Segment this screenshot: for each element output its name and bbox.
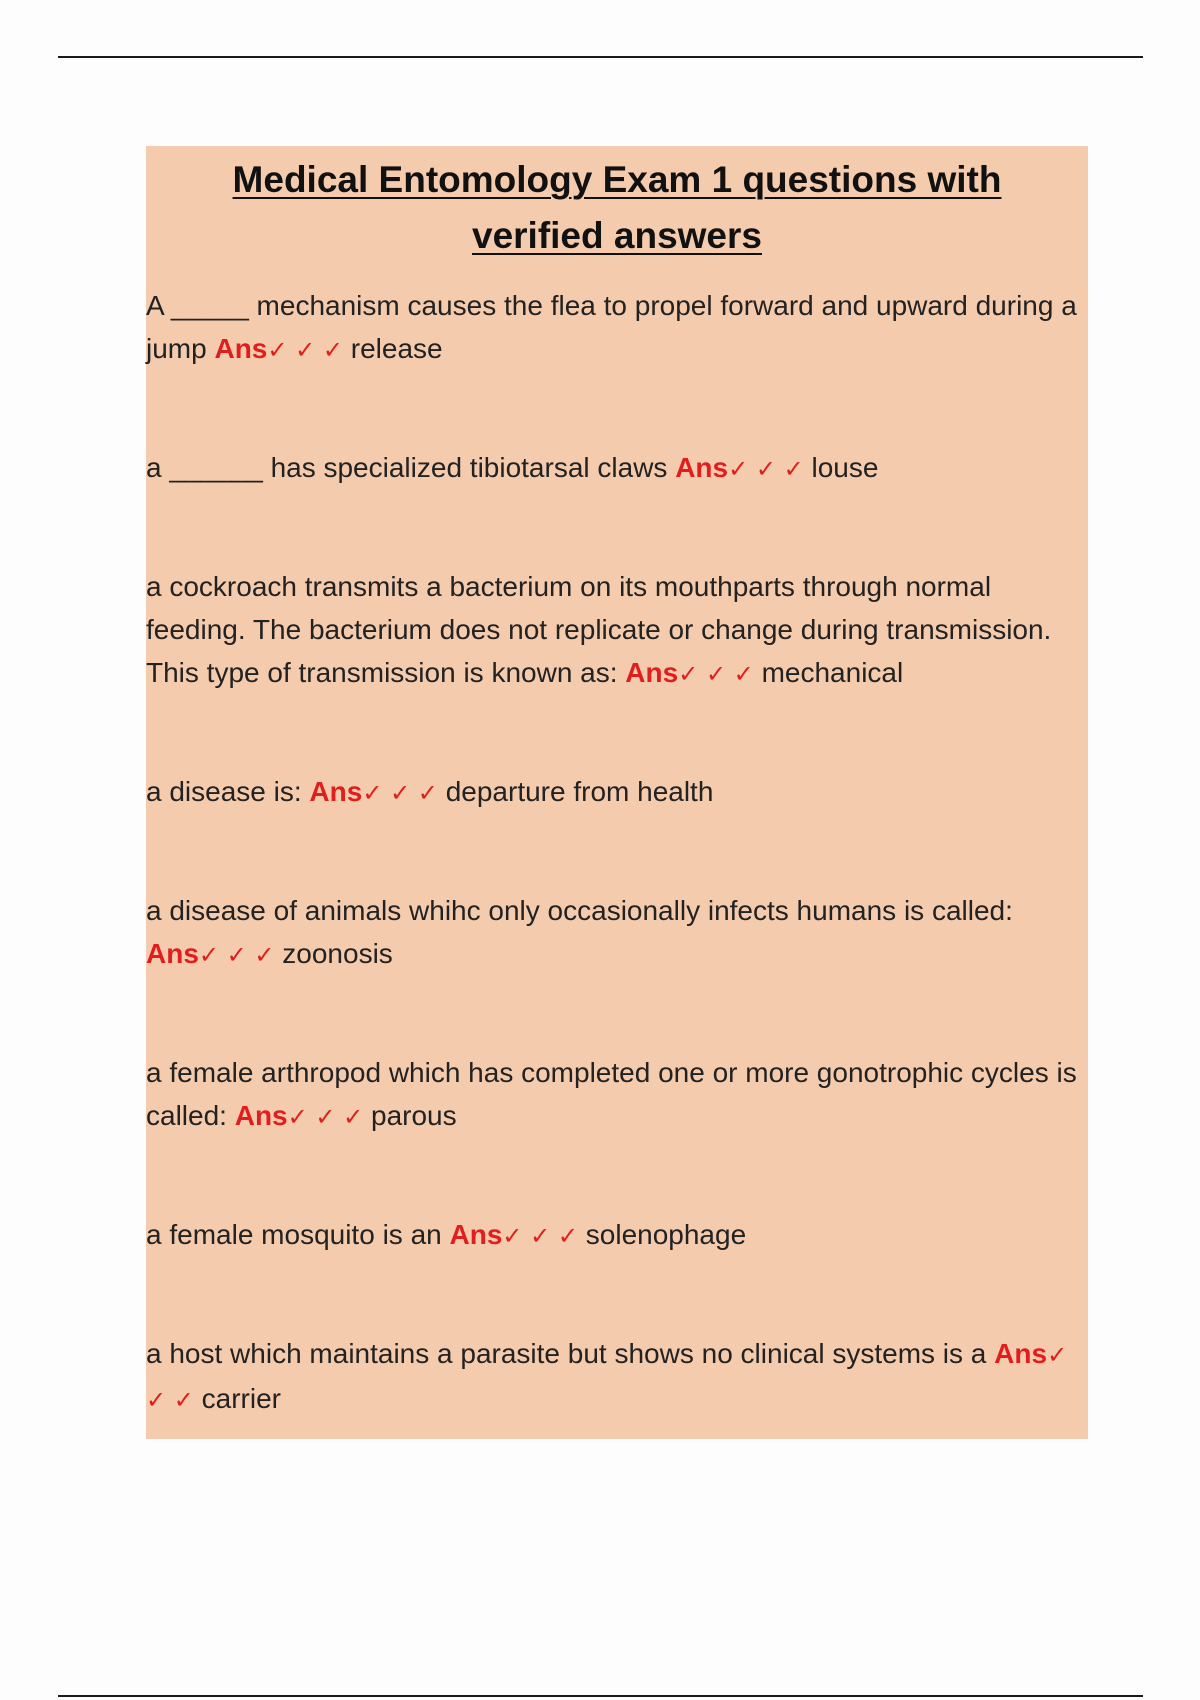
qa-item: [146, 1213, 1088, 1258]
question-text: a disease of animals whihc only occasionally infects humans is called:: [146, 895, 1013, 926]
check-marks-icon: ✓ ✓ ✓: [728, 455, 804, 483]
ans-marker: Ans: [625, 657, 679, 688]
qa-item: [146, 565, 1088, 696]
title-line-1: Medical Entomology Exam 1 questions with: [232, 159, 1002, 200]
answer-text: carrier: [201, 1383, 281, 1414]
question-text: a cockroach transmits a bacterium on its mouthparts through normal feeding. The bacterium does not replicate or change during transmission. This type of transmission is known as:: [146, 571, 1052, 688]
question-text: A _____ mechanism causes the flea to propel forward and upward during a jump: [146, 290, 1077, 364]
qa-item: [146, 284, 1088, 372]
answer-text: parous: [371, 1100, 457, 1131]
question-text: a ______ has specialized tibiotarsal claws: [146, 452, 668, 483]
qa-item: [146, 889, 1088, 977]
check-marks-icon: ✓ ✓ ✓: [678, 660, 754, 688]
qa-panel: [146, 146, 1088, 1439]
question-text: a female arthropod which has completed one or more gonotrophic cycles is called:: [146, 1057, 1077, 1131]
ans-marker: Ans: [309, 776, 363, 807]
question-text: a female mosquito is an: [146, 1219, 442, 1250]
check-marks-icon: ✓ ✓ ✓: [198, 941, 275, 969]
ans-marker: Ans: [675, 452, 729, 483]
bottom-rule: [58, 1695, 1143, 1697]
qa-item: [146, 1332, 1088, 1422]
check-marks-icon: ✓ ✓ ✓: [502, 1222, 578, 1250]
ans-marker: Ans: [146, 938, 199, 969]
check-marks-icon: ✓ ✓ ✓: [362, 779, 438, 807]
qa-item: [146, 1051, 1088, 1139]
ans-marker: Ans: [214, 333, 268, 364]
question-text: a disease is:: [146, 776, 302, 807]
document-title: [146, 146, 1088, 264]
answer-text: zoonosis: [282, 938, 393, 969]
ans-marker: Ans: [449, 1219, 503, 1250]
answer-text: departure from health: [445, 776, 714, 807]
ans-marker: Ans: [994, 1338, 1048, 1369]
check-marks-icon: ✓ ✓ ✓: [287, 1103, 364, 1131]
answer-text: release: [350, 333, 443, 364]
question-text: a host which maintains a parasite but shows no clinical systems is a: [146, 1338, 987, 1369]
answer-text: solenophage: [585, 1219, 747, 1250]
qa-list: [146, 284, 1088, 1422]
answer-text: mechanical: [761, 657, 904, 688]
check-marks-icon: ✓ ✓ ✓: [146, 1341, 1068, 1414]
qa-item: [146, 446, 1088, 491]
top-rule: [58, 56, 1143, 58]
answer-text: louse: [811, 452, 879, 483]
title-line-2: verified answers: [472, 215, 762, 256]
qa-item: [146, 770, 1088, 815]
check-marks-icon: ✓ ✓ ✓: [267, 336, 343, 364]
ans-marker: Ans: [234, 1100, 288, 1131]
